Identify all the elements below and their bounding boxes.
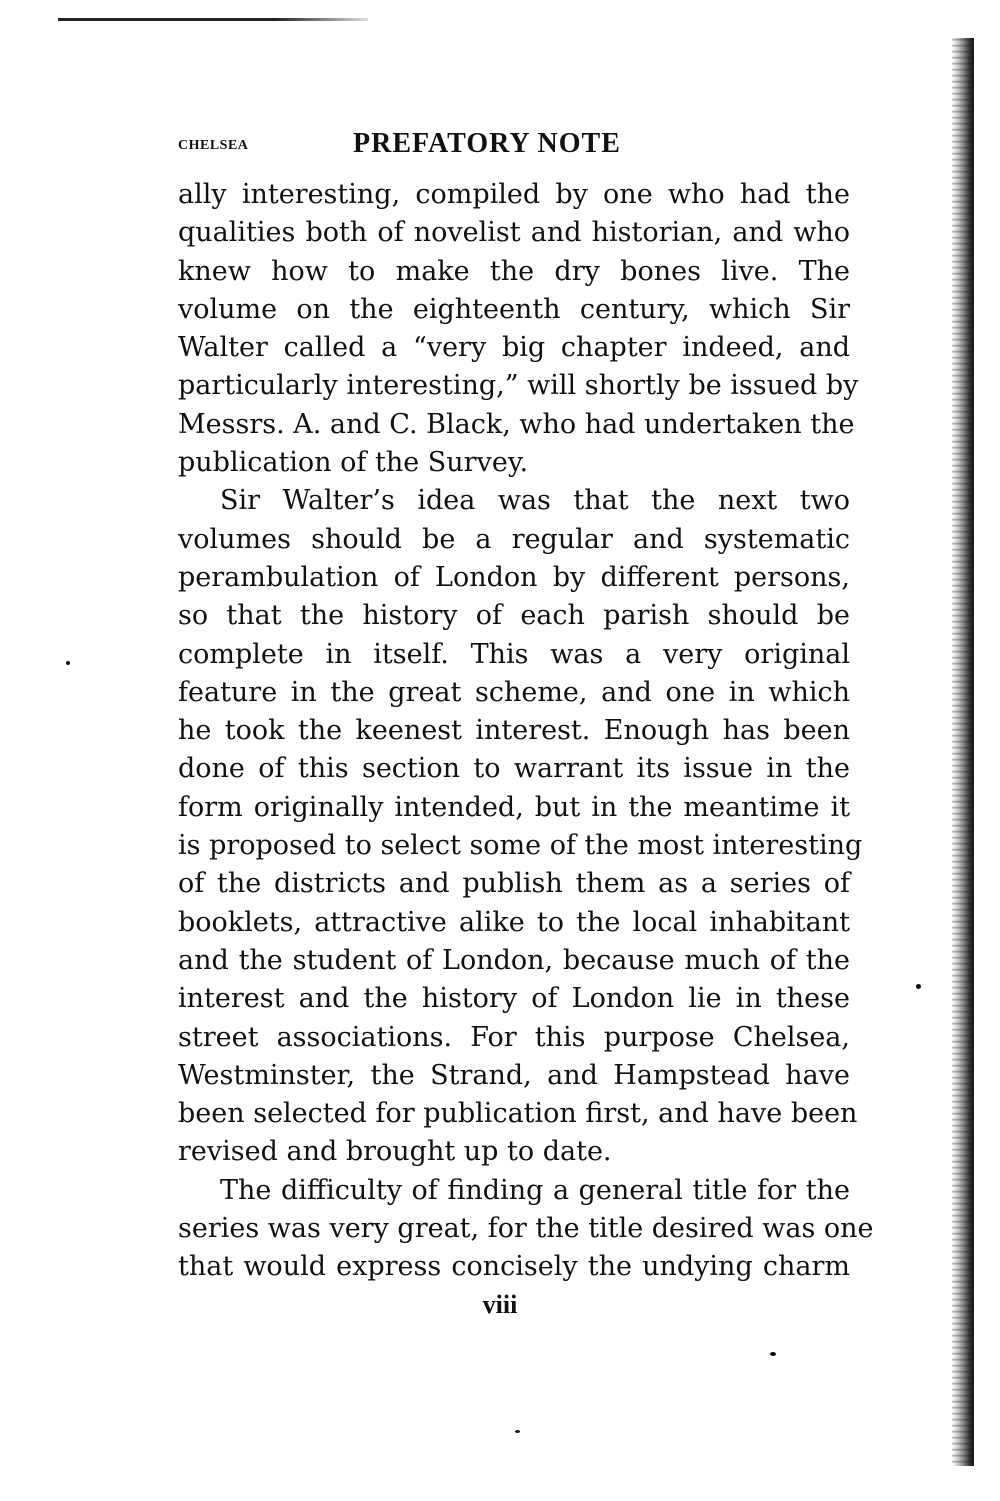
text-line: street associations. For this purpose Chelsea, [178, 1021, 850, 1053]
paragraph-3 [178, 1172, 874, 1287]
text-line: booklets, attractive alike to the local inhabitant [178, 906, 850, 938]
text-line: of the districts and publish them as a series of [178, 868, 850, 900]
text-line: done of this section to warrant its issue in the [178, 753, 850, 785]
scan-speck [770, 1352, 776, 1356]
text-line: form originally intended, but in the meantime it [178, 791, 850, 823]
text-line: particularly interesting,” will shortly be issued by [178, 370, 859, 402]
text-line: qualities both of novelist and historian, and who [178, 217, 850, 249]
top-rule [58, 18, 368, 21]
text-line: The difficulty of finding a general title for the [220, 1174, 850, 1206]
text-line: revised and brought up to date. [178, 1136, 612, 1168]
paragraph-1 [178, 176, 859, 482]
scan-speck [66, 661, 70, 665]
text-line: feature in the great scheme, and one in which [178, 676, 850, 708]
scan-speck [515, 1430, 520, 1433]
text-line: Messrs. A. and C. Black, who had undertaken the [178, 408, 855, 440]
text-line: been selected for publication first, and have been [178, 1098, 858, 1130]
scan-binding-edge [952, 38, 974, 1466]
text-line: Sir Walter’s idea was that the next two [220, 485, 850, 517]
body-text [178, 176, 874, 1287]
text-line: so that the history of each parish should be [178, 600, 850, 632]
text-line: ally interesting, compiled by one who had the [178, 179, 850, 210]
page-number: viii [482, 1290, 518, 1319]
text-line: series was very great, for the title desired was one [178, 1213, 874, 1245]
page-header [178, 128, 868, 168]
text-line: interest and the history of London lie in these [178, 983, 850, 1015]
text-line: that would express concisely the undying charm [178, 1251, 850, 1283]
text-line: is proposed to select some of the most interesting [178, 830, 863, 862]
running-head: CHELSEA [178, 138, 249, 153]
text-line: perambulation of London by different persons, [178, 561, 850, 593]
text-line: he took the keenest interest. Enough has been [178, 715, 850, 747]
text-line: Westminster, the Strand, and Hampstead have [178, 1059, 850, 1091]
text-line: complete in itself. This was a very original [178, 638, 850, 670]
text-line: volumes should be a regular and systematic [178, 523, 850, 555]
paragraph-2 [178, 482, 863, 1171]
text-line: volume on the eighteenth century, which Sir [178, 293, 850, 325]
text-line: publication of the Survey. [178, 447, 529, 479]
scan-speck [916, 984, 921, 989]
text-line: and the student of London, because much of the [178, 944, 850, 976]
page-title: PREFATORY NOTE [353, 128, 621, 159]
text-line: Walter called a “very big chapter indeed, and [178, 332, 850, 364]
text-line: knew how to make the dry bones live. The [178, 255, 850, 287]
